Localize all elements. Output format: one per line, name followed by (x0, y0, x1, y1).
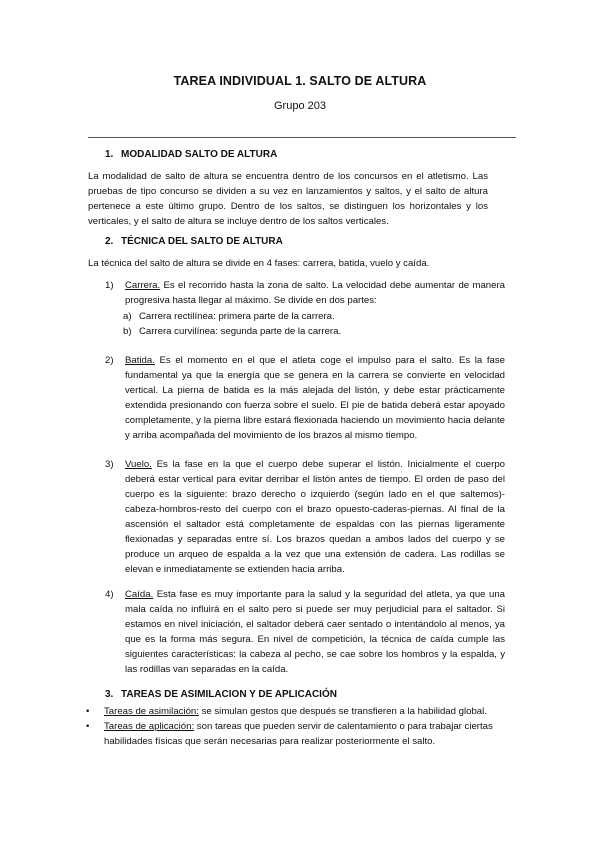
subitem-letter: b) (123, 326, 132, 337)
phase-item-carrera (105, 278, 505, 310)
phase-item-caida (105, 587, 505, 679)
section-heading-2 (105, 236, 505, 250)
section-number: 2. (105, 236, 114, 247)
section-title: MODALIDAD SALTO DE ALTURA (121, 149, 278, 160)
phase-text: Es el recorrido hasta la zona de salto. La velocidad debe aumentar de manera progresiva hasta llegar al máximo. Se divide en dos partes: (125, 280, 505, 306)
section-title: TAREAS DE ASIMILACION Y DE APLICACIÓN (121, 689, 337, 700)
subitem-letter: a) (123, 311, 132, 322)
document-title: TAREA INDIVIDUAL 1. SALTO DE ALTURA (173, 74, 427, 88)
bullet-text: se simulan gestos que después se transfieren a la habilidad global. (198, 706, 487, 717)
phase-text: Esta fase es muy importante para la salud y la seguridad del atleta, ya que una mala caída no influirá en el salto pero si puede ser muy perjudicial para el saltador. Si estamos en nivel iniciación, el saltador deberá caer sentado o intentándolo al menos, ya que es la forma más segura. En nivel de competición, la técnica de caída cumple las siguientes características: la cabeza al pecho, se cae sobre los hombros y la espalda, y las rodillas van separadas en la caída. (125, 589, 505, 675)
bullet-icon: • (86, 706, 90, 717)
section-heading-1 (105, 149, 505, 163)
phase-item-vuelo (105, 457, 505, 577)
phase-number: 2) (105, 355, 114, 366)
phase-term: Batida. (125, 355, 155, 366)
subitem-b (123, 324, 423, 339)
phase-number: 1) (105, 280, 114, 291)
phase-number: 4) (105, 589, 114, 600)
bullet-item-aplicacion (86, 719, 506, 751)
bullet-term: Tareas de aplicación: (104, 721, 195, 732)
subitem-text: Carrera curvilínea: segunda parte de la carrera. (139, 326, 342, 337)
section-title: TÉCNICA DEL SALTO DE ALTURA (121, 236, 283, 247)
bullet-term: Tareas de asimilación: (104, 706, 199, 717)
section-number: 1. (105, 149, 114, 160)
subitem-a (123, 309, 423, 324)
section-number: 3. (105, 689, 114, 700)
group-label: Grupo 203 (274, 100, 326, 112)
phase-term: Carrera. (125, 280, 161, 291)
phase-text: Es la fase en la que el cuerpo debe superar el listón. Inicialmente el cuerpo deberá estar vertical para evitar derribar el listón antes de tiempo. El orden de paso del cuerpo es la siguiente: brazo derecho o izquierdo (según lado en el que saltemos)-cabeza-hombros-resto del cuerpo con el brazo opuesto-caderas-piernas. Al final de la ascensión el saltador está completamente de espaldas con las piernas ligeramente flexionadas y separadas entre sí. Los brazos quedan a ambos lados del cuerpo y se produce un arqueo de espalda a la vez que una extensión de cadera. Las rodillas se elevan e inmediatamente se extienden hacia arriba. (125, 459, 505, 575)
bullet-item-asimilacion (86, 704, 506, 720)
bullet-text: son tareas que pueden servir de calentamiento o para trabajar ciertas habilidades físicas que serán necesarias para realizar posteriormente el salto. (104, 721, 493, 747)
phase-term: Vuelo. (125, 459, 152, 470)
phase-item-batida (105, 353, 505, 445)
section-1-paragraph: La modalidad de salto de altura se encuentra dentro de los concursos en el atletismo. Las pruebas de tipo concurso se dividen a su vez en lanzamientos y saltos, y el salto de altura pertenece a este último grupo. Dentro de los saltos, se distinguen los horizontales y los verticales, y el salto de altura se incluye dentro de los saltos verticales. (88, 171, 488, 227)
phase-term: Caída. (125, 589, 154, 600)
horizontal-divider (88, 137, 516, 138)
subitem-text: Carrera rectilínea: primera parte de la carrera. (139, 311, 335, 322)
bullet-icon: • (86, 721, 90, 732)
section-heading-3 (105, 689, 505, 703)
phase-text: Es el momento en el que el atleta coge el impulso para el salto. Es la fase fundamental ya que la energía que se genera en la carrera se convierte en velocidad vertical. La pierna de batida es la más alejada del listón, y debe estar prácticamente extendida presionando con fuerza sobre el suelo. El pie de batida deberá estar apoyado completamente, y la pierna libre estará flexionada haciendo un movimiento hacia delante y arriba acompañada del movimiento de los brazos al mismo tiempo. (125, 355, 505, 441)
section-2-intro: La técnica del salto de altura se divide en 4 fases: carrera, batida, vuelo y caída. (88, 258, 430, 269)
phase-number: 3) (105, 459, 114, 470)
